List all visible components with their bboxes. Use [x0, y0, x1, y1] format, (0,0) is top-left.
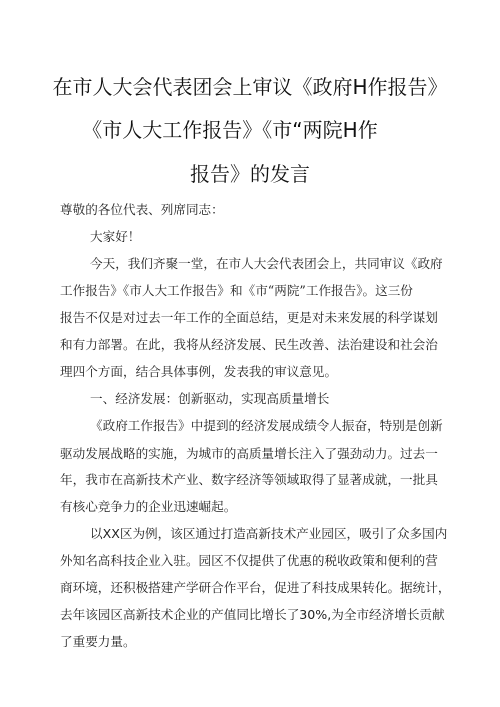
body-line: 今天，我们齐聚一堂，在市人大会代表团会上，共同审议《政府 — [90, 256, 443, 271]
body-line: 去年该园区高新技术企业的产值同比增长了30%,为全市经济增长贡献 — [60, 607, 445, 622]
body-line: 报告不仅是对过去一年工作的全面总结，更是对未来发展的科学谋划 — [60, 310, 438, 325]
section-heading: 一、经济发展：创新驱动，实现高质量增长 — [90, 391, 330, 406]
body-line: 和有力部署。在此，我将从经济发展、民生改善、法治建设和社会治 — [60, 337, 438, 352]
document-title-line-1: 在市人大会代表团会上审议《政府H作报告》 — [52, 75, 448, 99]
body-line: 商环境，还积极搭建产学研合作平台，促进了科技成果转化。据统计， — [60, 580, 451, 595]
salutation: 尊敬的各位代表、列席同志： — [60, 202, 224, 217]
body-line: 了重要力量。 — [60, 634, 136, 649]
body-line: 以XX区为例，该区通过打造高新技术产业园区，吸引了众多国内 — [90, 526, 448, 541]
body-line: 工作报告》《市人大工作报告》和《市“两院”工作报告》。这三份 — [60, 283, 413, 298]
body-line: 《政府工作报告》中提到的经济发展成绩令人振奋，特别是创新 — [90, 418, 443, 433]
document-title-line-3: 报告》的发言 — [190, 162, 310, 186]
body-line: 驱动发展战略的实施，为城市的高质量增长注入了强劲动力。过去一 — [60, 446, 438, 461]
body-line: 外知名高科技企业入驻。园区不仅提供了优惠的税收政策和便利的营 — [60, 553, 438, 568]
body-line: 年，我市在高新技术产业、数字经济等领域取得了显著成就，一批具 — [60, 472, 438, 487]
body-line: 有核心竞争力的企业迅速崛起。 — [60, 499, 237, 514]
document-title-line-2: 《市人大工作报告》《市“两院H作 — [82, 118, 378, 142]
body-line: 理四个方面，结合具体事例，发表我的审议意见。 — [60, 364, 338, 379]
greeting: 大家好！ — [90, 229, 141, 244]
